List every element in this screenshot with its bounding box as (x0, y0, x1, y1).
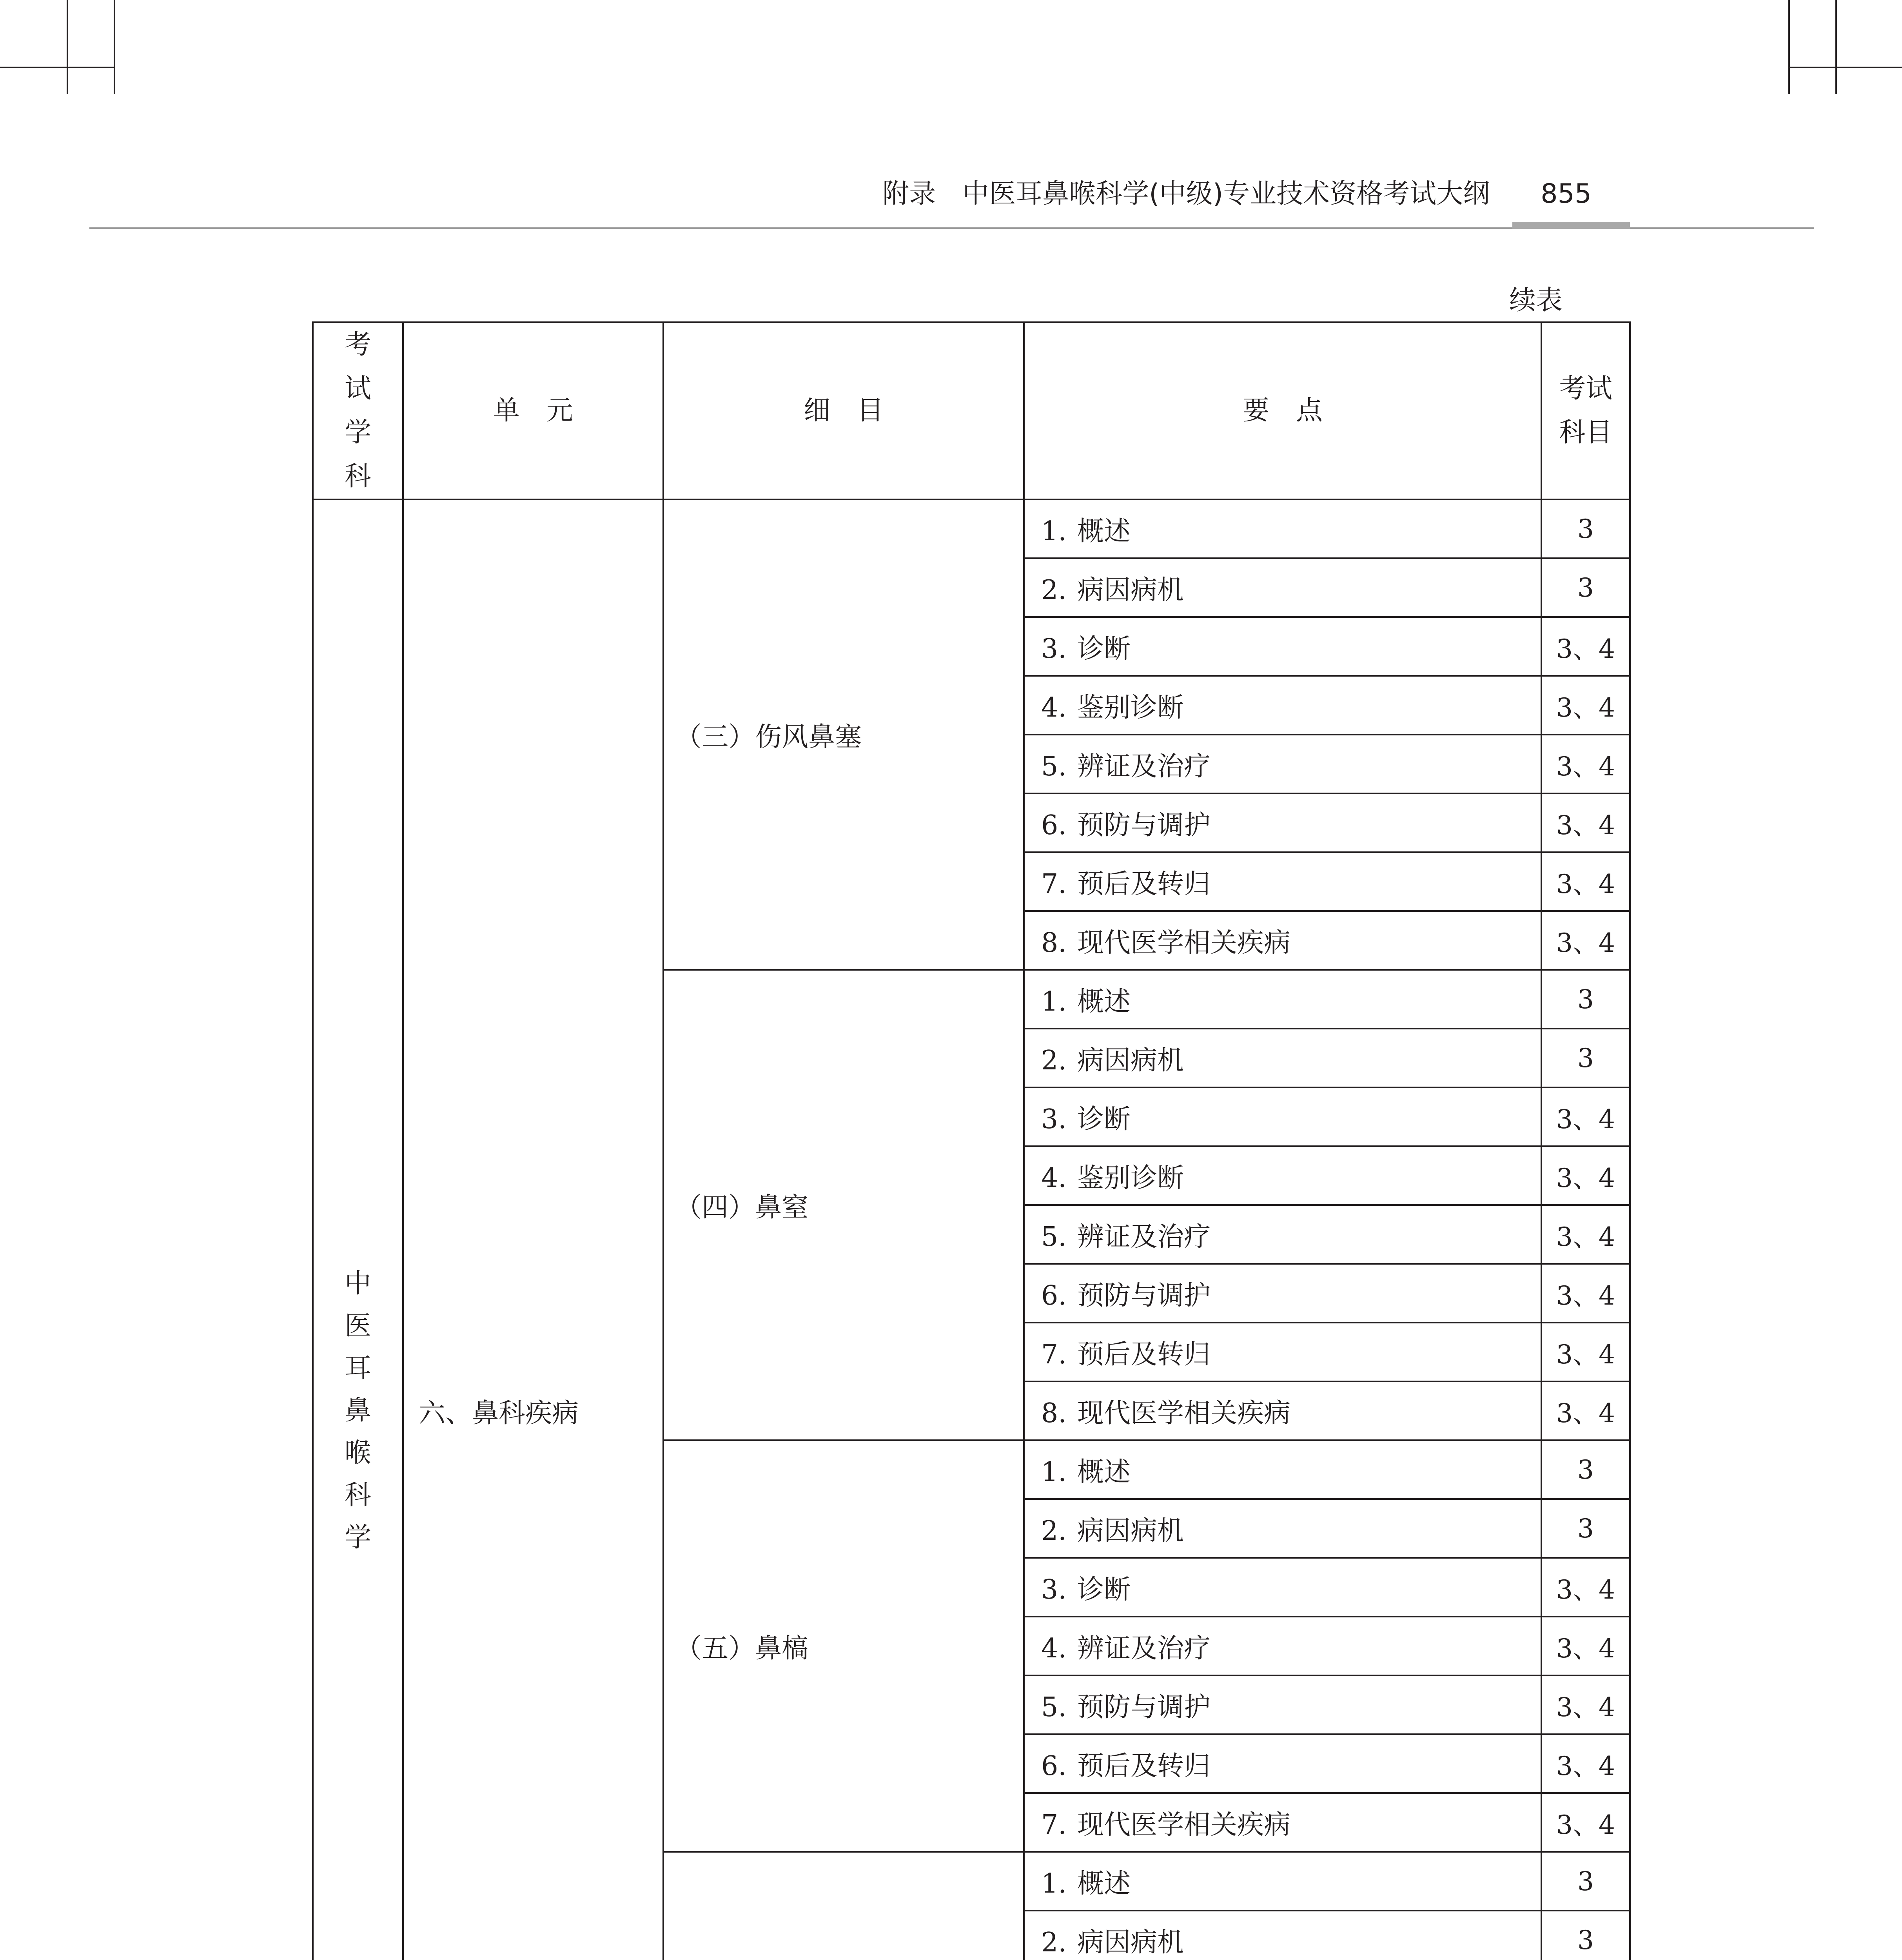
exam-code-cell (1541, 1440, 1630, 1499)
point-number: 6. (1041, 1750, 1067, 1782)
unit-cell (403, 499, 663, 1960)
point-text: 概述 (1077, 1456, 1131, 1488)
header-item-label: 细 目 (803, 395, 884, 426)
point-number: 5. (1041, 751, 1067, 782)
crop-mark (0, 67, 114, 68)
item-cell (663, 499, 1024, 970)
point-number: 2. (1041, 1045, 1067, 1076)
exam-code-cell (1541, 1793, 1630, 1852)
point-number: 4. (1041, 1633, 1067, 1664)
point-number: 2. (1041, 1515, 1067, 1546)
item-text: （四）鼻窒 (675, 1192, 809, 1223)
exam-code-text: 3、4 (1556, 751, 1615, 782)
point-cell (1024, 1205, 1541, 1264)
header-subject-label: 考试学科 (344, 329, 371, 492)
point-text: 现代医学相关疾病 (1077, 1809, 1291, 1840)
point-text: 概述 (1077, 986, 1131, 1017)
point-text: 诊断 (1077, 1574, 1131, 1605)
point-text: 预后及转归 (1077, 1339, 1211, 1370)
exam-code-text: 3、4 (1556, 1633, 1615, 1664)
exam-code-text: 3、4 (1556, 869, 1615, 899)
point-text: 概述 (1077, 1868, 1131, 1899)
point-number: 4. (1041, 692, 1067, 723)
point-number: 6. (1041, 809, 1067, 841)
exam-code-cell (1541, 735, 1630, 793)
point-text: 预后及转归 (1077, 1750, 1211, 1782)
header-title: 附录 中医耳鼻喉科学(中级)专业技术资格考试大纲 (882, 178, 1490, 209)
point-cell (1024, 1029, 1541, 1087)
point-number: 7. (1041, 868, 1067, 900)
exam-code-cell (1541, 499, 1630, 558)
exam-code-text: 3、4 (1556, 1574, 1615, 1605)
point-number: 1. (1041, 515, 1067, 547)
point-text: 病因病机 (1077, 1927, 1184, 1958)
point-number: 7. (1041, 1339, 1067, 1370)
point-cell (1024, 1087, 1541, 1146)
crop-mark (1835, 0, 1837, 94)
item-text: （五）鼻槁 (675, 1633, 809, 1664)
point-text: 病因病机 (1077, 574, 1184, 606)
point-text: 诊断 (1077, 1103, 1131, 1135)
exam-code-text: 3、4 (1556, 692, 1615, 723)
syllabus-table (312, 321, 1631, 1960)
exam-code-text: 3、4 (1556, 1398, 1615, 1428)
exam-code-text: 3、4 (1556, 1809, 1615, 1840)
exam-code-cell (1541, 1264, 1630, 1323)
exam-code-text: 3、4 (1556, 1104, 1615, 1134)
exam-code-cell (1541, 1087, 1630, 1146)
exam-code-cell (1541, 1381, 1630, 1440)
exam-code-cell (1541, 1205, 1630, 1264)
exam-code-cell (1541, 911, 1630, 970)
exam-code-cell (1541, 852, 1630, 911)
exam-code-cell (1541, 1734, 1630, 1793)
exam-code-text: 3 (1577, 1925, 1594, 1955)
exam-code-text: 3、4 (1556, 1339, 1615, 1370)
exam-code-cell (1541, 1675, 1630, 1734)
exam-code-cell (1541, 1146, 1630, 1205)
point-number: 5. (1041, 1691, 1067, 1723)
exam-code-cell (1541, 970, 1630, 1029)
point-cell (1024, 1793, 1541, 1852)
continuation-label: 续表 (1509, 285, 1563, 316)
point-text: 预后及转归 (1077, 868, 1211, 900)
point-number: 7. (1041, 1809, 1067, 1840)
point-text: 概述 (1077, 515, 1131, 547)
header-subject (313, 322, 403, 499)
point-cell (1024, 1499, 1541, 1558)
header-exam-code (1541, 322, 1630, 499)
page-number: 855 (1541, 178, 1592, 209)
header-point-label: 要 点 (1242, 395, 1323, 426)
table-header-row (313, 322, 1630, 499)
point-cell (1024, 676, 1541, 735)
point-number: 4. (1041, 1162, 1067, 1194)
exam-code-text: 3、4 (1556, 1163, 1615, 1193)
point-cell (1024, 735, 1541, 793)
exam-code-text: 3、4 (1556, 810, 1615, 840)
point-cell (1024, 1852, 1541, 1911)
point-number: 1. (1041, 986, 1067, 1017)
exam-code-text: 3 (1577, 1513, 1594, 1544)
header-point (1024, 322, 1541, 499)
crop-mark (1788, 67, 1902, 68)
exam-code-cell (1541, 793, 1630, 852)
point-cell (1024, 1146, 1541, 1205)
exam-code-cell (1541, 1558, 1630, 1617)
exam-code-cell (1541, 1911, 1630, 1960)
point-cell (1024, 1264, 1541, 1323)
exam-code-text: 3、4 (1556, 1751, 1615, 1781)
point-cell (1024, 852, 1541, 911)
item-cell (663, 1852, 1024, 1960)
point-cell (1024, 617, 1541, 676)
exam-code-text: 3 (1577, 1454, 1594, 1485)
point-text: 辨证及治疗 (1077, 1633, 1211, 1664)
point-number: 3. (1041, 633, 1067, 664)
exam-code-cell (1541, 1323, 1630, 1381)
exam-code-cell (1541, 558, 1630, 617)
point-number: 2. (1041, 574, 1067, 606)
point-text: 预防与调护 (1077, 1691, 1211, 1723)
point-number: 2. (1041, 1927, 1067, 1958)
point-number: 1. (1041, 1868, 1067, 1899)
point-text: 辨证及治疗 (1077, 1221, 1211, 1252)
point-cell (1024, 793, 1541, 852)
point-text: 预防与调护 (1077, 1280, 1211, 1311)
exam-code-text: 3、4 (1556, 1692, 1615, 1722)
exam-code-text: 3 (1577, 514, 1594, 544)
point-cell (1024, 1558, 1541, 1617)
crop-mark (67, 0, 68, 94)
point-number: 1. (1041, 1456, 1067, 1488)
point-cell (1024, 558, 1541, 617)
exam-code-cell (1541, 617, 1630, 676)
crop-mark (1788, 0, 1790, 94)
subject-text: 中医耳鼻喉科学 (344, 1268, 371, 1553)
running-header (0, 172, 1592, 211)
point-text: 鉴别诊断 (1077, 1162, 1184, 1194)
header-unit-label: 单 元 (493, 395, 573, 426)
exam-code-text: 3、4 (1556, 1280, 1615, 1311)
point-number: 8. (1041, 1397, 1067, 1429)
point-cell (1024, 1675, 1541, 1734)
table-row (313, 499, 1630, 558)
exam-code-cell (1541, 1617, 1630, 1675)
crop-mark (114, 0, 115, 94)
table-body (313, 499, 1630, 1960)
item-cell (663, 1440, 1024, 1852)
point-text: 预防与调护 (1077, 809, 1211, 841)
header-unit (403, 322, 663, 499)
subject-cell (313, 499, 403, 1960)
header-exam-code-label: 考试科目 (1559, 373, 1613, 448)
point-text: 鉴别诊断 (1077, 692, 1184, 723)
point-number: 5. (1041, 1221, 1067, 1252)
point-cell (1024, 1734, 1541, 1793)
point-text: 病因病机 (1077, 1515, 1184, 1546)
point-cell (1024, 911, 1541, 970)
point-text: 诊断 (1077, 633, 1131, 664)
exam-code-text: 3 (1577, 1866, 1594, 1896)
point-text: 病因病机 (1077, 1045, 1184, 1076)
exam-code-cell (1541, 676, 1630, 735)
exam-code-text: 3 (1577, 572, 1594, 603)
exam-code-text: 3 (1577, 1043, 1594, 1073)
point-cell (1024, 1323, 1541, 1381)
exam-code-cell (1541, 1852, 1630, 1911)
point-text: 现代医学相关疾病 (1077, 1397, 1291, 1429)
point-cell (1024, 1617, 1541, 1675)
exam-code-text: 3、4 (1556, 633, 1615, 664)
point-number: 6. (1041, 1280, 1067, 1311)
point-text: 现代医学相关疾病 (1077, 927, 1291, 958)
point-cell (1024, 970, 1541, 1029)
header-rule-accent (1512, 222, 1630, 229)
exam-code-text: 3、4 (1556, 1221, 1615, 1252)
exam-code-cell (1541, 1029, 1630, 1087)
exam-code-text: 3、4 (1556, 927, 1615, 958)
exam-code-cell (1541, 1499, 1630, 1558)
point-cell (1024, 1911, 1541, 1960)
item-text: （三）伤风鼻塞 (675, 721, 862, 753)
unit-text: 六、鼻科疾病 (419, 1397, 579, 1429)
point-text: 辨证及治疗 (1077, 751, 1211, 782)
item-cell (663, 970, 1024, 1440)
point-cell (1024, 1381, 1541, 1440)
point-number: 3. (1041, 1103, 1067, 1135)
header-item (663, 322, 1024, 499)
point-cell (1024, 1440, 1541, 1499)
point-cell (1024, 499, 1541, 558)
point-number: 8. (1041, 927, 1067, 958)
point-number: 3. (1041, 1574, 1067, 1605)
exam-code-text: 3 (1577, 984, 1594, 1014)
